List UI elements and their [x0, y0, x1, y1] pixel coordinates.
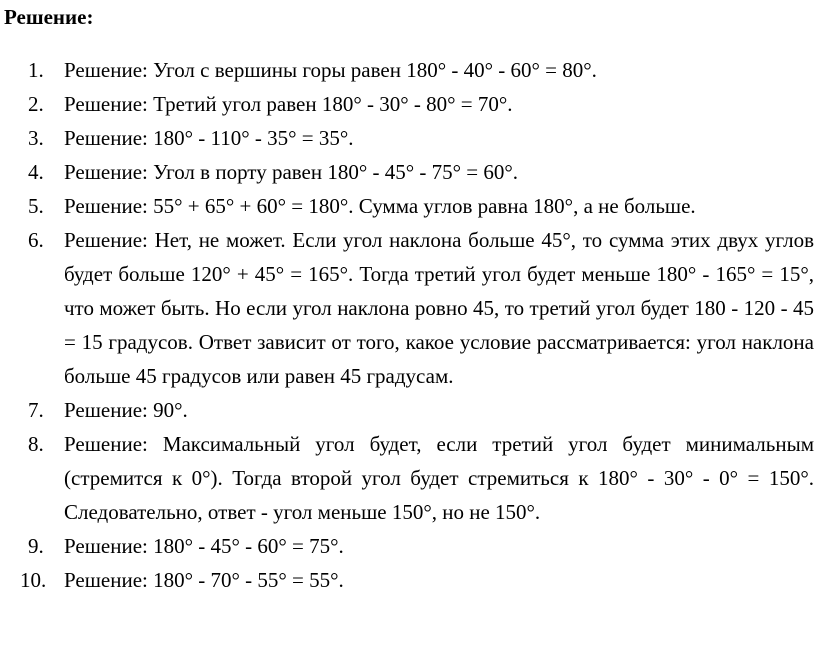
- item-number: 3.: [28, 126, 44, 150]
- item-text: Решение: 180° - 70° - 55° = 55°.: [64, 568, 344, 592]
- item-number: 2.: [28, 92, 44, 116]
- item-number: 6.: [28, 228, 44, 252]
- item-text: Решение: Максимальный угол будет, если третий угол будет минимальным (стремится к 0°). Тогда второй угол будет стремиться к 180° - 30° - 0° = 150°. Следовательно, ответ - угол меньше 150°, но не 150°.: [64, 432, 814, 524]
- list-item: [0, 223, 816, 393]
- item-text: Решение: Угол в порту равен 180° - 45° - 75° = 60°.: [64, 160, 519, 184]
- item-number: 1.: [28, 58, 44, 82]
- list-item: [0, 53, 816, 87]
- list-item: [0, 563, 816, 597]
- item-text: Решение: 55° + 65° + 60° = 180°. Сумма углов равна 180°, а не больше.: [64, 194, 696, 218]
- item-number: 10.: [20, 568, 47, 592]
- item-text: Решение: Угол с вершины горы равен 180° - 40° - 60° = 80°.: [64, 58, 597, 82]
- item-number: 4.: [28, 160, 44, 184]
- item-text: Решение: Третий угол равен 180° - 30° - 80° = 70°.: [64, 92, 513, 116]
- list-item: [0, 189, 816, 223]
- item-number: 9.: [28, 534, 44, 558]
- item-number: 7.: [28, 398, 44, 422]
- list-item: [0, 427, 816, 529]
- item-number: 8.: [28, 432, 44, 456]
- list-item: [0, 121, 816, 155]
- item-text: Решение: Нет, не может. Если угол наклона больше 45°, то сумма этих двух углов будет больше 120° + 45° = 165°. Тогда третий угол будет меньше 180° - 165° = 15°, что может быть. Но если угол наклона ровно 45, то третий угол будет 180 - 120 - 45 = 15 градусов. Ответ зависит от того, какое условие рассматривается: угол наклона больше 45 градусов или равен 45 градусам.: [64, 228, 814, 388]
- list-item: [0, 155, 816, 189]
- item-text: Решение: 180° - 110° - 35° = 35°.: [64, 126, 354, 150]
- list-item: [0, 393, 816, 427]
- page-title: Решение:: [4, 5, 94, 29]
- item-number: 5.: [28, 194, 44, 218]
- item-text: Решение: 90°.: [64, 398, 188, 422]
- list-item: [0, 529, 816, 563]
- list-item: [0, 87, 816, 121]
- solutions-list: [0, 53, 816, 597]
- item-text: Решение: 180° - 45° - 60° = 75°.: [64, 534, 344, 558]
